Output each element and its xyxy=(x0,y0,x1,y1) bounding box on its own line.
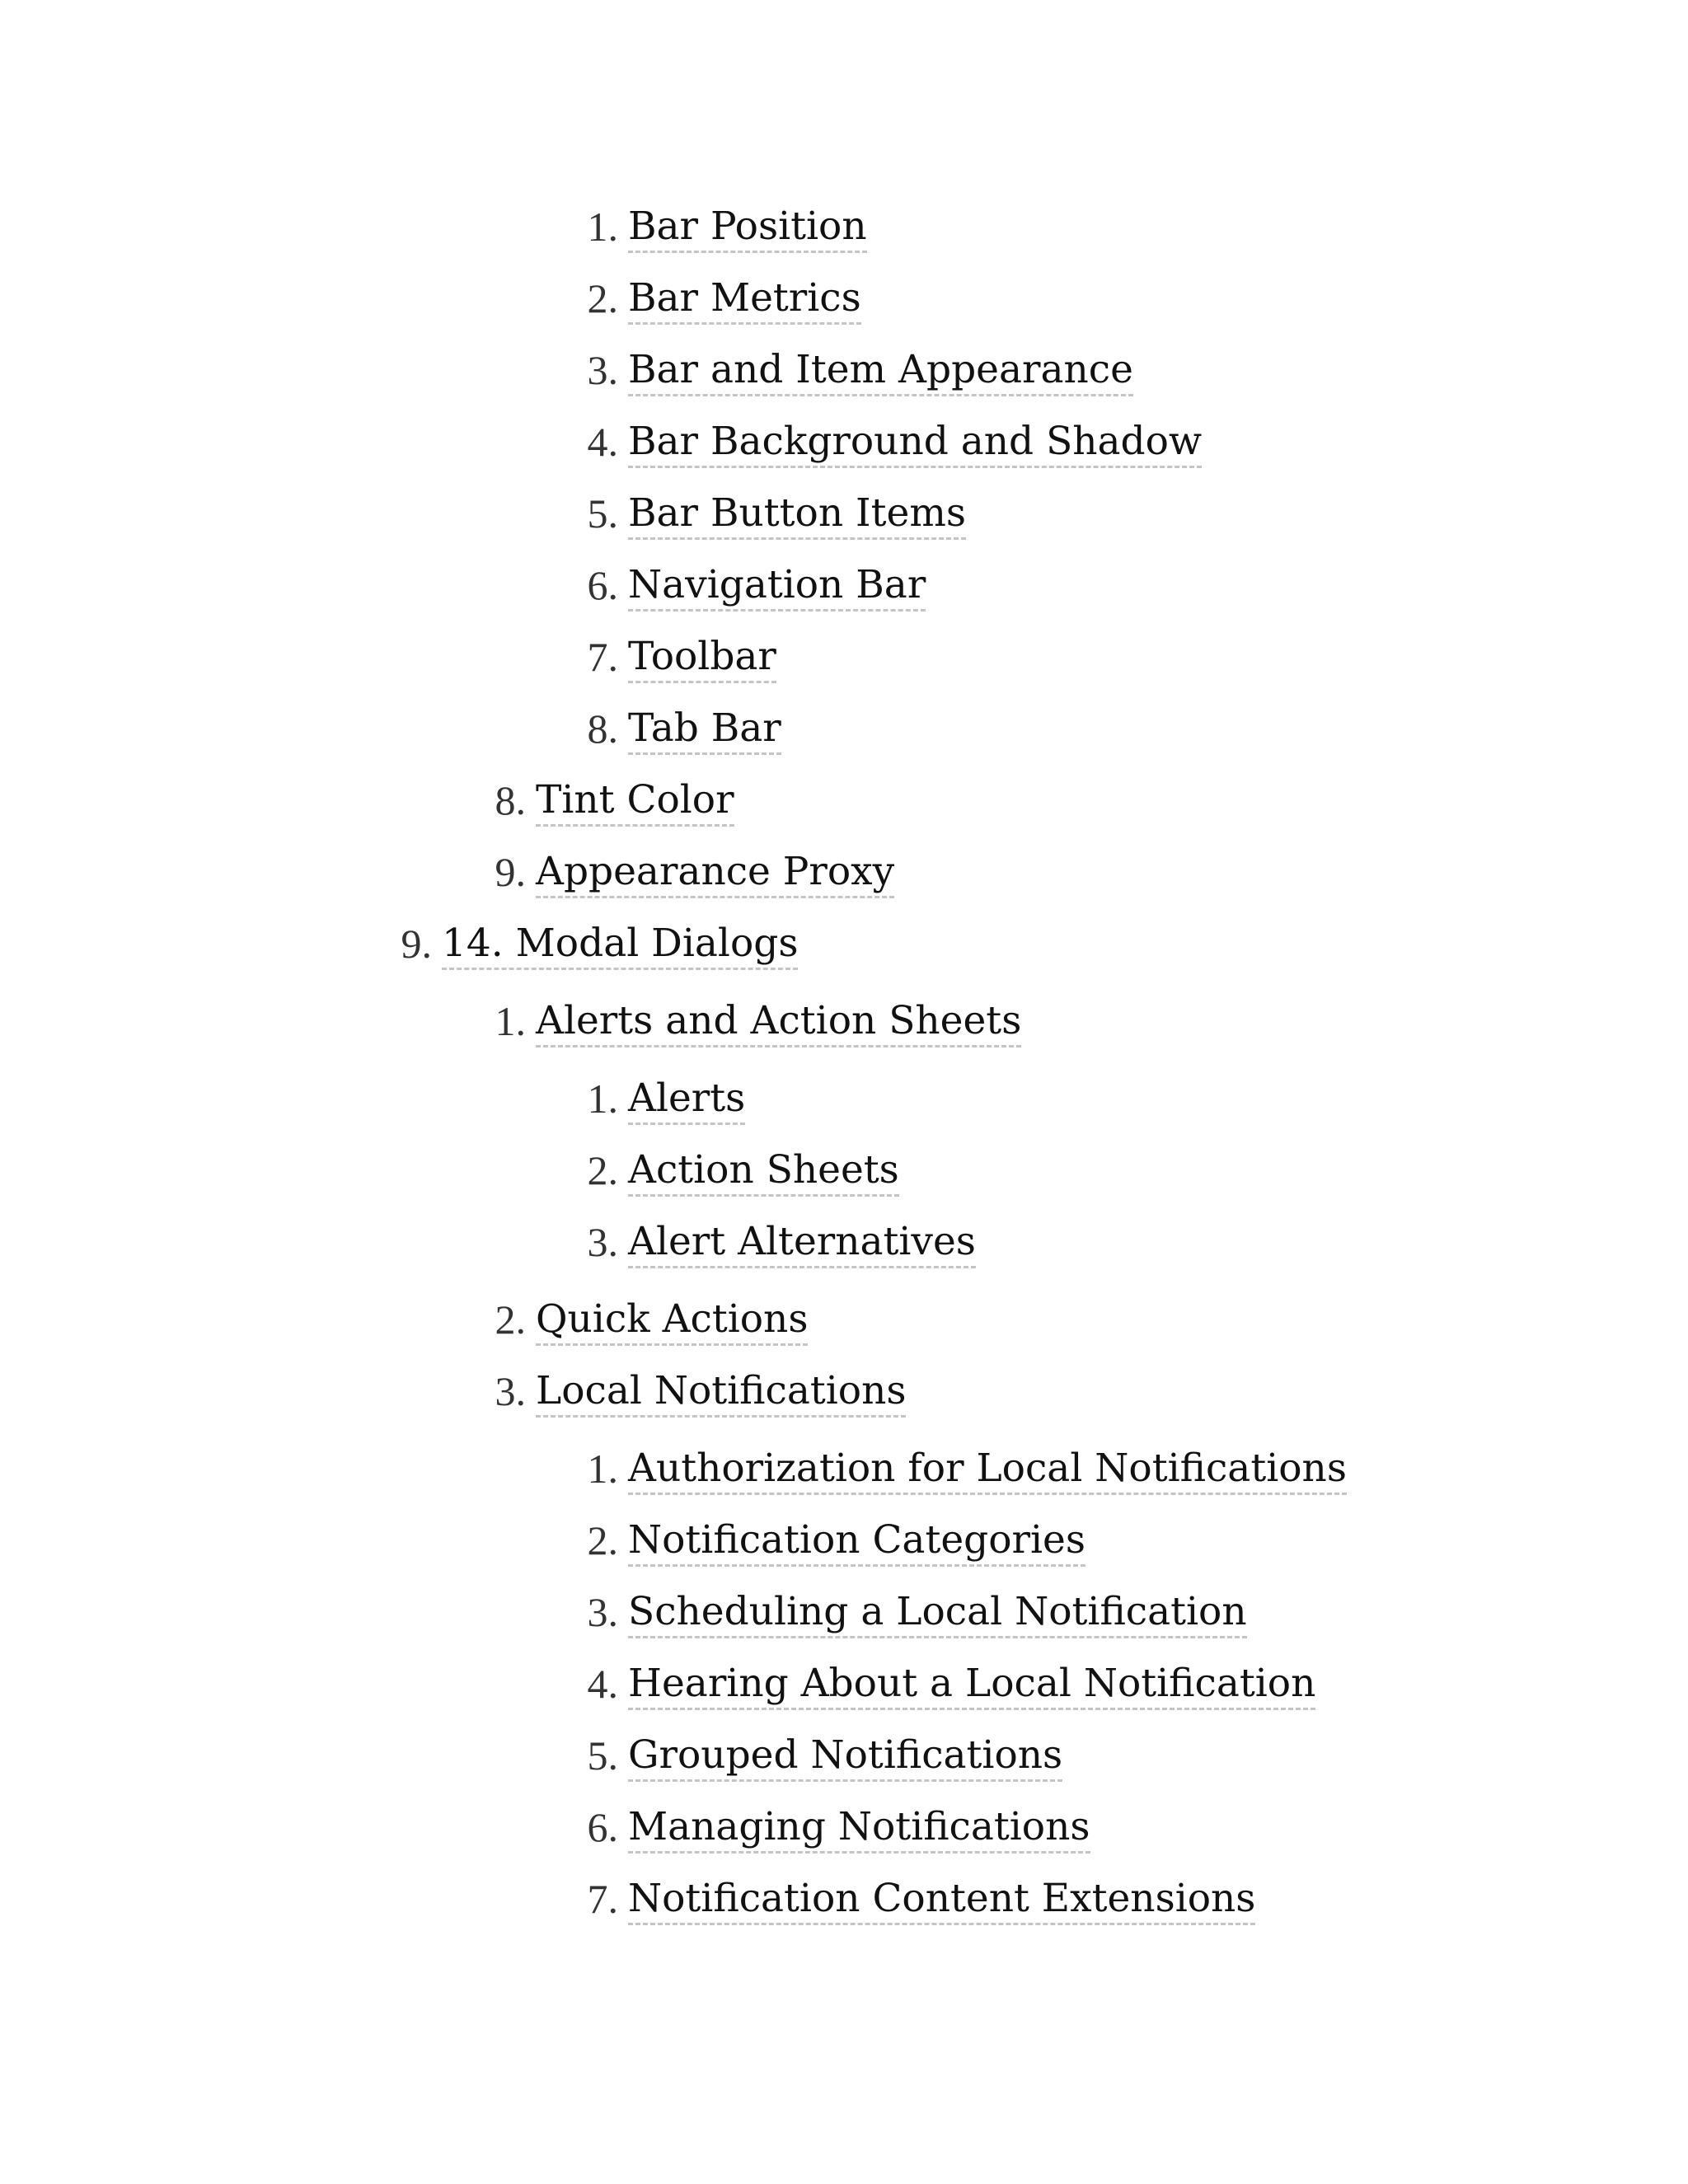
toc-item-number: 2. xyxy=(587,1147,618,1193)
toc-item-alerts-and-action-sheets xyxy=(495,992,1022,1050)
toc-item-local-notifications xyxy=(495,1362,907,1420)
toc-item-number: 6. xyxy=(587,562,618,608)
toc-link-alert-alternatives[interactable]: Alert Alternatives xyxy=(628,1220,976,1268)
toc-item-number: 5. xyxy=(587,490,618,537)
toc-item-number: 1. xyxy=(587,1076,618,1122)
toc-link-quick-actions[interactable]: Quick Actions xyxy=(536,1297,808,1346)
toc-item-tint-color xyxy=(495,771,734,829)
toc-item-alerts xyxy=(587,1070,746,1127)
toc-item-number: 2. xyxy=(587,275,618,321)
toc-item-number: 2. xyxy=(587,1517,618,1563)
toc-link-grouped-notifications[interactable]: Grouped Notifications xyxy=(628,1733,1062,1782)
toc-link-alerts[interactable]: Alerts xyxy=(628,1076,745,1125)
toc-link-authorization-for-local-notifications[interactable]: Authorization for Local Notifications xyxy=(628,1446,1347,1495)
toc-link-managing-notifications[interactable]: Managing Notifications xyxy=(628,1805,1090,1854)
toc-link-bar-metrics[interactable]: Bar Metrics xyxy=(628,276,861,325)
toc-link-bar-button-items[interactable]: Bar Button Items xyxy=(628,491,966,540)
toc-link-action-sheets[interactable]: Action Sheets xyxy=(628,1148,899,1197)
toc-item-appearance-proxy xyxy=(495,843,895,901)
toc-item-managing-notifications xyxy=(587,1798,1090,1856)
toc-item-number: 3. xyxy=(587,1219,618,1265)
toc-item-bar-metrics xyxy=(587,269,861,327)
toc-item-number: 1. xyxy=(587,1446,618,1492)
toc-item-hearing-about-a-local-notification xyxy=(587,1655,1316,1713)
toc-link-alerts-and-action-sheets[interactable]: Alerts and Action Sheets xyxy=(536,999,1021,1047)
toc-link-hearing-about-a-local-notification[interactable]: Hearing About a Local Notification xyxy=(628,1661,1315,1710)
toc-item-number: 9. xyxy=(401,921,432,967)
toc-link-toolbar[interactable]: Toolbar xyxy=(628,635,776,683)
toc-item-quick-actions xyxy=(495,1291,809,1348)
toc-item-number: 2. xyxy=(495,1296,526,1343)
toc-item-notification-categories xyxy=(587,1511,1085,1569)
toc-link-bar-background-and-shadow[interactable]: Bar Background and Shadow xyxy=(628,419,1202,468)
toc-link-modal-dialogs[interactable]: 14. Modal Dialogs xyxy=(442,921,798,970)
toc-item-number: 4. xyxy=(587,1661,618,1707)
toc-item-bar-and-item-appearance xyxy=(587,341,1133,399)
toc-item-number: 4. xyxy=(587,419,618,465)
toc-item-scheduling-a-local-notification xyxy=(587,1583,1247,1641)
toc-item-bar-button-items xyxy=(587,485,967,542)
toc-item-number: 7. xyxy=(587,1876,618,1922)
toc-link-notification-content-extensions[interactable]: Notification Content Extensions xyxy=(628,1877,1255,1925)
toc-link-navigation-bar[interactable]: Navigation Bar xyxy=(628,563,926,612)
toc-item-number: 8. xyxy=(495,777,526,823)
toc-item-tab-bar xyxy=(587,700,781,757)
toc-chapter-modal-dialogs xyxy=(401,915,799,972)
toc-item-number: 1. xyxy=(495,998,526,1044)
toc-item-number: 7. xyxy=(587,634,618,680)
toc-item-number: 1. xyxy=(587,204,618,250)
toc-link-bar-position[interactable]: Bar Position xyxy=(628,204,867,253)
toc-link-scheduling-a-local-notification[interactable]: Scheduling a Local Notification xyxy=(628,1590,1247,1638)
toc-item-notification-content-extensions xyxy=(587,1870,1256,1928)
toc-link-local-notifications[interactable]: Local Notifications xyxy=(536,1369,906,1418)
toc-item-bar-position xyxy=(587,198,867,255)
toc-item-number: 8. xyxy=(587,705,618,752)
toc-link-appearance-proxy[interactable]: Appearance Proxy xyxy=(536,850,894,898)
toc-item-number: 5. xyxy=(587,1732,618,1779)
toc-item-bar-background-and-shadow xyxy=(587,413,1203,471)
toc-item-number: 6. xyxy=(587,1804,618,1850)
toc-link-tab-bar[interactable]: Tab Bar xyxy=(628,706,781,755)
toc-item-number: 9. xyxy=(495,849,526,895)
toc-item-number: 3. xyxy=(587,1589,618,1635)
toc-item-grouped-notifications xyxy=(587,1727,1063,1784)
toc-item-number: 3. xyxy=(587,347,618,393)
toc-link-notification-categories[interactable]: Notification Categories xyxy=(628,1518,1085,1567)
toc-item-alert-alternatives xyxy=(587,1213,976,1271)
toc-item-navigation-bar xyxy=(587,556,926,614)
toc-link-bar-and-item-appearance[interactable]: Bar and Item Appearance xyxy=(628,348,1133,396)
toc-item-number: 3. xyxy=(495,1368,526,1414)
toc-link-tint-color[interactable]: Tint Color xyxy=(536,778,734,827)
toc-item-action-sheets xyxy=(587,1141,899,1199)
toc-item-authorization-for-local-notifications xyxy=(587,1440,1347,1497)
toc-item-toolbar xyxy=(587,628,776,686)
